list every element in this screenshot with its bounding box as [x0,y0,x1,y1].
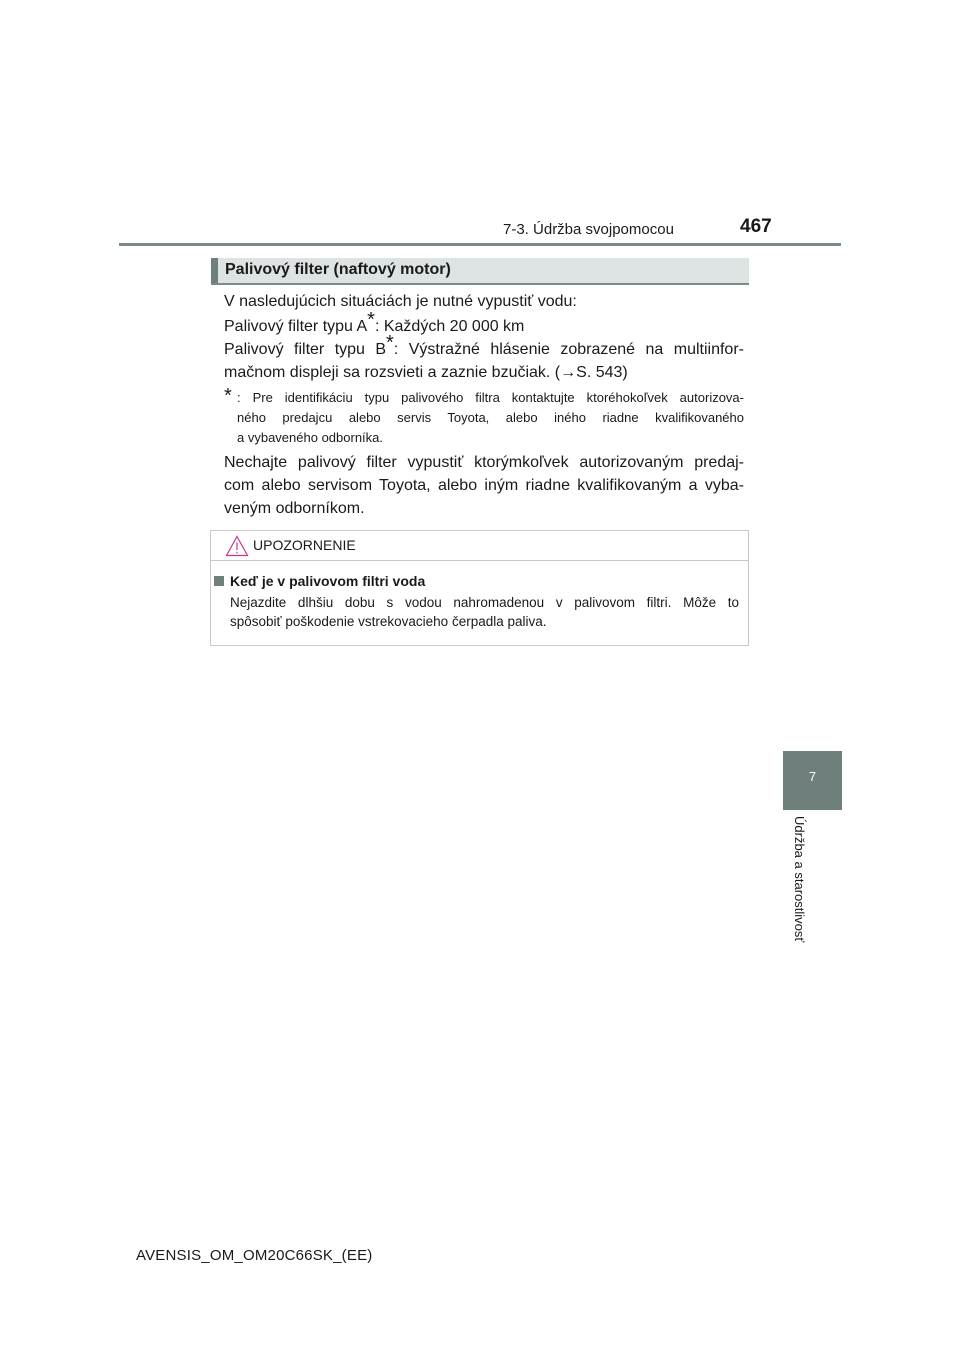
warning-triangle-icon [225,535,249,557]
bullet-square-icon [214,576,224,586]
warning-item-title: Keď je v palivovom filtri voda [230,573,426,589]
type-b-line-2: mačnom displeji sa rozsvieti a zaznie bzučiak. (→S. 543) [224,364,628,381]
type-b-label: Palivový filter typu B [224,341,387,358]
footnote-line-1: : Pre identifikáciu typu palivového filtra kontaktujte ktoréhokoľvek autorizova- [237,390,744,405]
warning-line-1: Nejazdite dlhšiu dobu s vodou nahromadenou v palivovom filtri. Môže to [230,595,739,610]
page-number: 467 [740,216,772,237]
warning-line-2: spôsobiť poškodenie vstrekovacieho čerpadla paliva. [230,614,547,629]
type-a-label: Palivový filter typu A [224,318,368,335]
footnote [224,385,744,448]
footnote-line-2: ného predajcu alebo servis Toyota, alebo iného riadne kvalifikovaného [237,410,744,425]
reference-arrow-icon: → [560,364,577,381]
chapter-title: Údržba a starostlivosť [792,816,807,943]
chapter-tab [783,751,842,810]
warning-text [230,593,739,631]
footnote-asterisk: * [224,385,232,407]
warning-title: UPOZORNENIE [253,537,356,553]
type-a-text: : Každých 20 000 km [374,318,525,335]
warning-box [210,530,749,646]
chapter-number: 7 [808,769,817,784]
instruction-paragraph [224,451,744,520]
filter-types-paragraph [224,309,744,384]
document-code: AVENSIS_OM_OM20C66SK_(EE) [136,1247,373,1264]
type-a-asterisk: * [367,309,375,331]
warning-header [211,531,748,561]
instruction-line-3: veným odborníkom. [224,500,365,517]
footnote-line-3: a vybaveného odborníka. [237,430,383,445]
section-title: Palivový filter (naftový motor) [225,261,451,278]
section-heading-bar [211,258,749,285]
type-a-line [224,309,744,338]
page-reference-link[interactable]: S. 543) [576,364,628,381]
instruction-line-1: Nechajte palivový filter vypustiť ktorýmkoľvek autorizovaným predaj- [224,454,744,471]
intro-text: V nasledujúcich situáciách je nutné vypustiť vodu: [224,293,577,310]
warning-item-heading [214,573,425,589]
header-section-title: 7-3. Údržba svojpomocou [503,221,674,238]
intro-paragraph [224,290,744,313]
header-divider [119,243,841,246]
type-b-asterisk: * [386,332,394,354]
instruction-line-2: com alebo servisom Toyota, alebo iným riadne kvalifikovaným a vyba- [224,477,744,494]
type-b-text: : Výstražné hlásenie zobrazené na multiinfor- [393,341,744,358]
type-b-line [224,332,744,361]
